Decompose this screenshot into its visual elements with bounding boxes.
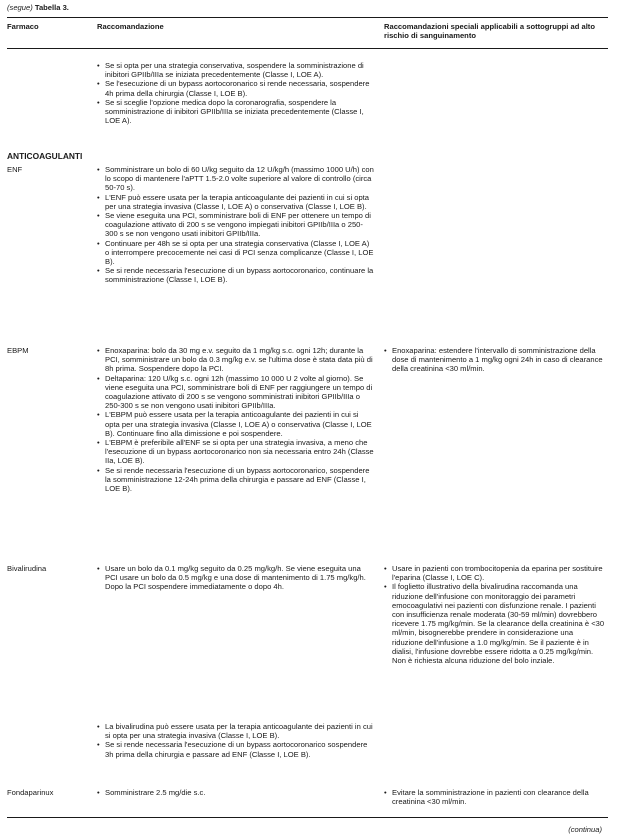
drug-bivalirudina: Bivalirudina <box>7 564 47 573</box>
list-item: • Somministrare 2.5 mg/die s.c. <box>97 788 374 797</box>
list-item: • L'EBPM è preferibile all'ENF se si opta per una strategia invasiva, a meno che l'esecuzione di un bypass aortocoronarico non sia necessaria entro 24h (Classe IIa, LOE B). <box>97 438 374 466</box>
caption-table-name: Tabella 3. <box>34 3 69 12</box>
enf-recommendations <box>97 165 374 285</box>
drug-fondaparinux: Fondaparinux <box>7 788 54 797</box>
list-item: • Evitare la somministrazione in pazienti con clearance della creatinina <30 ml/min. <box>384 788 606 806</box>
ebpm-recommendations <box>97 346 374 493</box>
list-item: • Enoxaparina: estendere l'intervallo di somministrazione della dose di mantenimento a 1 mg/kg ogni 24h in caso di clearance della creatinina <30 ml/min. <box>384 346 606 374</box>
drug-enf: ENF <box>7 165 23 174</box>
list-item: • Usare un bolo da 0.1 mg/kg seguito da 0.25 mg/kg/h. Se viene eseguita una PCI usare un bolo da 0.5 mg/kg e una dose di mantenimento di 1.75 mg/kg/h. Dopo la PCI sospendere immediatamente o dopo 4h. <box>97 564 374 592</box>
caption-segue: (segue) <box>7 3 33 12</box>
list-item: • Se si opta per una strategia conservativa, sospendere la somministrazione di inibitori GPIIb/IIIa se iniziata precedentemente (Classe I, LOE A). <box>97 61 374 79</box>
list-item: • Somministrare un bolo di 60 U/kg seguito da 12 U/kg/h (massimo 1000 U/h) con lo scopo di mantenere l'aPTT 1.5-2.0 volte superiore al valore di controllo (circa 50-70 s). <box>97 165 374 193</box>
list-item: • La bivalirudina può essere usata per la terapia anticoagulante dei pazienti in cui si opta per una strategia invasiva (Classe I, LOE B). <box>97 722 374 740</box>
list-item: • Deltaparina: 120 U/kg s.c. ogni 12h (massimo 10 000 U 2 volte al giorno). Se viene eseguita una PCI, somministrare boli di ENF per raggiungere un tempo di coagulazione attivato di 200 s se vengono somministrati inibitori GPIIb/IIIa o 250-300 s se non vengono usati inibitori GPIIb/IIIa. <box>97 374 374 411</box>
table-caption <box>7 3 69 12</box>
header-special: Raccomandazioni speciali applicabili a sottogruppi ad alto rischio di sanguinamento <box>384 22 595 41</box>
list-item: • Continuare per 48h se si opta per una strategia conservativa (Classe I, LOE A) o interrompere precocemente nei casi di PCI senza complicanze (Classe I, LOE B). <box>97 239 374 267</box>
list-item: • L'ENF può essere usata per la terapia anticoagulante dei pazienti in cui si opta per una strategia invasiva (Classe I, LOE A) o conservativa (Classe I, LOE B). <box>97 193 374 211</box>
ebpm-special <box>384 346 606 374</box>
fonda-special <box>384 788 606 806</box>
fonda-recommendations <box>97 788 374 797</box>
list-item: • Usare in pazienti con trombocitopenia da eparina per sostituire l'eparina (Classe I, LOE C). <box>384 564 606 582</box>
list-item: • Enoxaparina: bolo da 30 mg e.v. seguito da 1 mg/kg s.c. ogni 12h; durante la PCI, somministrare un bolo da 0.3 mg/kg e.v. se l'ultima dose è stata data più di 8h prima. Sospendere dopo la PCI. <box>97 346 374 374</box>
footer-continua: (continua) <box>568 825 602 834</box>
biva-recommendations-a <box>97 564 374 592</box>
top-rule <box>7 17 608 18</box>
gp-recommendations <box>97 61 374 125</box>
drug-ebpm: EBPM <box>7 346 29 355</box>
header-raccomandazione: Raccomandazione <box>97 22 164 31</box>
list-item: • Se si sceglie l'opzione medica dopo la coronarografia, sospendere la somministrazione di inibitori GPIIb/IIIa se iniziata precedentemente (Classe I, LOE A). <box>97 98 374 126</box>
list-item: • Se si rende necessaria l'esecuzione di un bypass aortocoronarico, continuare la somministrazione (Classe I, LOE B). <box>97 266 374 284</box>
list-item: • Se l'esecuzione di un bypass aortocoronarico si rende necessaria, sospendere 4h prima della chirurgia (Classe I, LOE B). <box>97 79 374 97</box>
biva-special <box>384 564 606 665</box>
bottom-rule <box>7 817 608 818</box>
list-item: • Se si rende necessaria l'esecuzione di un bypass aortocoronarico, sospendere la somministrazione 12-24h prima della chirurgia e passare ad ENF (Classe I, LOE B). <box>97 466 374 494</box>
list-item: • Se viene eseguita una PCI, somministrare boli di ENF per ottenere un tempo di coagulazione attivato di 200 s se vengono impiegati inibitori GPIIb/IIIa o 250-300 s se non vengono usati inibitori GPIIb/IIIa. <box>97 211 374 239</box>
header-farmaco: Farmaco <box>7 22 39 31</box>
section-anticoagulanti: ANTICOAGULANTI <box>7 151 83 161</box>
list-item: • Il foglietto illustrativo della bivalirudina raccomanda una riduzione dell'infusione con monitoraggio dei parametri emocoagulativi nei pazienti con disfunzione renale. I pazienti con insufficienza renale moderata (30-59 ml/min) dovrebbero ricevere 1.75 mg/kg/min. Se la clearance della creatinina è <30 ml/min, bisognerebbe prendere in considerazione una riduzione dell'infusione a 1.0 mg/kg/min. Se il paziente è in dialisi, l'infusione dovrebbe essere ridotta a 0.25 mg/kg/min. Non è richiesta alcuna riduzione del bolo inziale. <box>384 582 606 665</box>
biva-recommendations-b <box>97 722 374 759</box>
list-item: • Se si rende necessaria l'esecuzione di un bypass aortocoronarico sospendere 3h prima della chirurgia e passare ad ENF (Classe I, LOE B). <box>97 740 374 758</box>
list-item: • L'EBPM può essere usata per la terapia anticoagulante dei pazienti in cui si opta per una strategia invasiva (Classe I, LOE A) o conservativa (Classe I, LOE B). Continuare fino alla dimissione e poi sospendere. <box>97 410 374 438</box>
header-rule <box>7 48 608 49</box>
